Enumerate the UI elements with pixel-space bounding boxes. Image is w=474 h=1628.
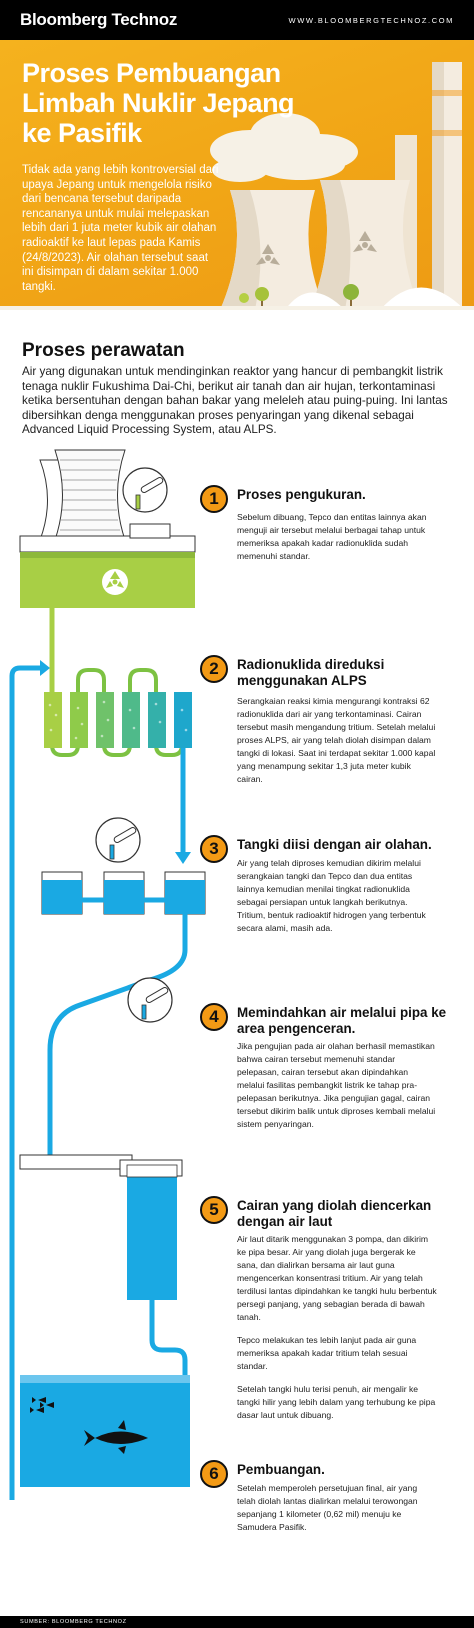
step-number-badge: 5 bbox=[200, 1196, 228, 1224]
reactor-building-graphic bbox=[20, 450, 195, 608]
top-bar bbox=[0, 0, 474, 40]
step-title: Pembuangan. bbox=[237, 1462, 325, 1477]
test-tube-icon bbox=[96, 818, 140, 862]
step-description: Sebelum dibuang, Tepco dan entitas lainnya akan menguji air tersebut melalui berbagai tahap untuk memeriksa apakah kadar radionuklida sudah memenuhi standar. bbox=[237, 512, 427, 561]
hero-intro: Tidak ada yang lebih kontroversial dari upaya Jepang untuk mengelola risiko dari bencana tersebut daripada rencananya untuk mulai melepaskan lebih dari 1 juta meter kubik air olahan radioaktif ke laut lepas pada Kamis (24/8/2023). Air olahan tersebut saat ini disimpan di dalam sekitar 1.000 tangki. bbox=[22, 164, 219, 293]
alps-filters-graphic bbox=[44, 670, 192, 755]
section-body: Air yang digunakan untuk mendinginkan reaktor yang hancur di pembangkit listrik tenaga nuklir Fukushima Dai-Chi, berikut air tanah dan air hujan, terkontaminasi ketika bersentuhan dengan bahan bakar yang meleleh atau puing-puing. Ini lantas dibersihkan denga menggunakan proses penyaringan yang dikenal sebagai Advanced Liquid Processing System, atau ALPS. bbox=[22, 365, 448, 436]
step-title: Cairan yang diolah diencerkan dengan air laut bbox=[237, 1198, 432, 1229]
step-number-badge: 4 bbox=[200, 1003, 228, 1031]
sea-graphic bbox=[20, 1375, 190, 1487]
step-number-badge: 1 bbox=[200, 485, 228, 513]
step-number-badge: 2 bbox=[200, 655, 228, 683]
step-title: Memindahkan air melalui pipa ke area pengenceran. bbox=[237, 1005, 447, 1036]
step-title: Radionuklida direduksi menggunakan ALPS bbox=[237, 657, 385, 688]
step-description: Jika pengujian pada air olahan berhasil memastikan bahwa cairan tersebut memenuhi standar pelepasan, cairan tersebut akan dipindahkan melalui fasilitas pembangkit listrik ke tahap pra-pelepasan berikutnya. Jika pengujian gagal, cairan tersebut dikirim balik untuk diproses kembali melalui sistem penyaringan. bbox=[237, 1041, 436, 1129]
site-url[interactable]: WWW.BLOOMBERGTECHNOZ.COM bbox=[288, 15, 454, 25]
step-description: Air laut ditarik menggunakan 3 pompa, dan dikirim ke pipa besar. Air yang diolah juga bergerak ke sana, dan dialirkan bersama air laut guna mengencerkan konsentrasi tritium. Air yang telah terdilusi lantas dipindahkan ke tangki hulu berbentuk persegi panjang, yang sebagian berada di bawah tanah. Tepco melakukan tes lebih lanjut pada air guna memeriksa apakah kadar tritium telah sesuai standar. Setelah tangki hulu terisi penuh, air mengalir ke tangki hilir yang lebih dalam yang terhubung ke pipa dasar laut untuk dibuang. bbox=[237, 1234, 437, 1420]
step-title: Proses pengukuran. bbox=[237, 487, 366, 502]
hero-title: Proses Pembuangan Limbah Nuklir Jepang ke Pasifik bbox=[22, 58, 295, 148]
brand-logo[interactable]: Bloomberg Technoz bbox=[20, 10, 178, 29]
step-number-badge: 3 bbox=[200, 835, 228, 863]
step-description: Air yang telah diproses kemudian dikirim melalui serangkaian tangki dan Tepco dan dua entitas lainnya kemudian menilai tingkat radionuklida sebagai persiapan untuk langkah berikutnya. Tritium, bentuk radioaktif hidrogen yang terbentuk secara alami, masih ada. bbox=[237, 858, 426, 933]
hero-banner bbox=[0, 40, 474, 310]
source-footer: SUMBER: BLOOMBERG TECHNOZ bbox=[0, 1616, 474, 1628]
test-tube-icon bbox=[128, 978, 172, 1022]
test-tube-icon bbox=[123, 468, 167, 512]
section-title: Proses perawatan bbox=[22, 340, 185, 361]
step-number-badge: 6 bbox=[200, 1460, 228, 1488]
step-description: Setelah memperoleh persetujuan final, air yang telah diolah lantas dialirkan melalui terowongan sepanjang 1 kilometer (0,62 mil) menuju ke Samudera Pasifik. bbox=[237, 1483, 418, 1532]
step-description: Serangkaian reaksi kimia mengurangi kontraksi 62 radionuklida dari air yang terkontaminasi. Cairan tersebut masih mengandung tritium. Setelah melalui proses ALPS, air yang telah diolah disimpan dalam tangki di lokasi. Saat ini terdapat sekitar 1.000 kapal yang menampung sekitar 1,3 juta meter kubik cairan. bbox=[237, 696, 436, 784]
storage-tanks-graphic bbox=[42, 872, 205, 914]
step-title: Tangki diisi dengan air olahan. bbox=[237, 837, 432, 852]
